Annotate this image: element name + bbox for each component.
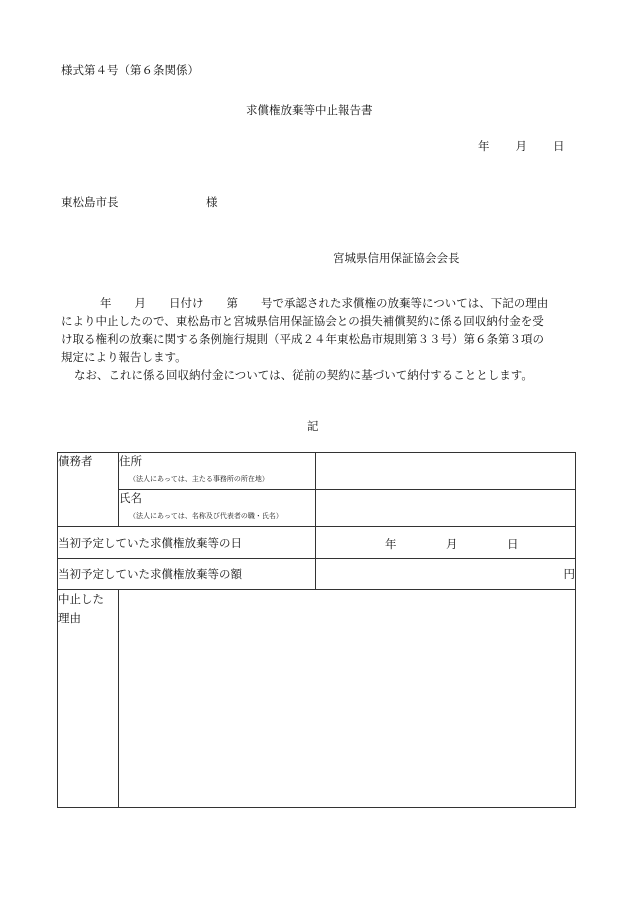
planned-date-field[interactable] [316, 527, 576, 559]
table-row [58, 590, 576, 808]
reason-text-field[interactable] [119, 590, 576, 808]
planned-date-label-cell [58, 527, 316, 559]
name-label: 氏名 [119, 491, 142, 505]
table-row [58, 527, 576, 559]
planned-amount-field[interactable] [316, 559, 576, 590]
address-note: （法人にあっては、主たる事務所の所在地） [129, 475, 269, 483]
table-row [58, 453, 576, 490]
planned-date-day: 日 [507, 537, 519, 551]
planned-date-label: 当初予定していた求償権放棄等の日 [58, 535, 242, 550]
body-line-3: け取る権利の放棄に関する条例施行規則（平成２４年東松島市規則第３３号）第６条第３項の [61, 332, 544, 346]
document-title: 求償権放棄等中止報告書 [246, 103, 373, 117]
planned-date-year: 年 [385, 537, 397, 551]
addressee-name: 東松島市長 [61, 195, 119, 209]
ki-heading: 記 [307, 419, 319, 433]
yen-unit: 円 [563, 567, 575, 581]
address-label-cell [119, 453, 316, 490]
name-label-cell [119, 490, 316, 527]
table-row [58, 559, 576, 590]
planned-amount-label: 当初予定していた求償権放棄等の額 [58, 567, 242, 581]
report-date-line [478, 138, 565, 154]
report-date-day: 日 [553, 139, 565, 153]
planned-amount-label-cell [58, 559, 316, 590]
sender-name: 宮城県信用保証協会会長 [333, 251, 460, 265]
report-body [61, 294, 577, 384]
name-note: （法人にあっては、名称及び代表者の職・氏名） [129, 512, 283, 520]
body-line-4: 規定により報告します。 [61, 350, 187, 364]
table-row [58, 490, 576, 527]
body-line-1: 年 月 日付け 第 号で承認された求償権の放棄等については、下記の理由 [100, 296, 549, 310]
address-value-field[interactable] [316, 453, 576, 490]
debtor-label: 債務者 [58, 454, 93, 468]
address-label: 住所 [119, 454, 142, 468]
name-value-field[interactable] [316, 490, 576, 527]
debtor-label-cell [58, 453, 119, 527]
reason-label-cell [58, 590, 119, 808]
body-line-5: なお、これに係る回収納付金については、従前の契約に基づいて納付することとします。 [74, 368, 533, 382]
report-date-month: 月 [515, 139, 527, 153]
planned-date-month: 月 [446, 537, 458, 551]
reason-label-line-1: 中止した [58, 592, 104, 606]
reason-label-line-2: 理由 [58, 611, 81, 625]
addressee-honorific: 様 [206, 195, 218, 209]
body-line-2: により中止したので、東松島市と宮城県信用保証協会との損失補償契約に係る回収納付金を受 [61, 314, 544, 328]
form-number: 様式第４号（第６条関係） [61, 63, 199, 77]
report-date-year: 年 [478, 139, 490, 153]
report-table [57, 452, 576, 808]
